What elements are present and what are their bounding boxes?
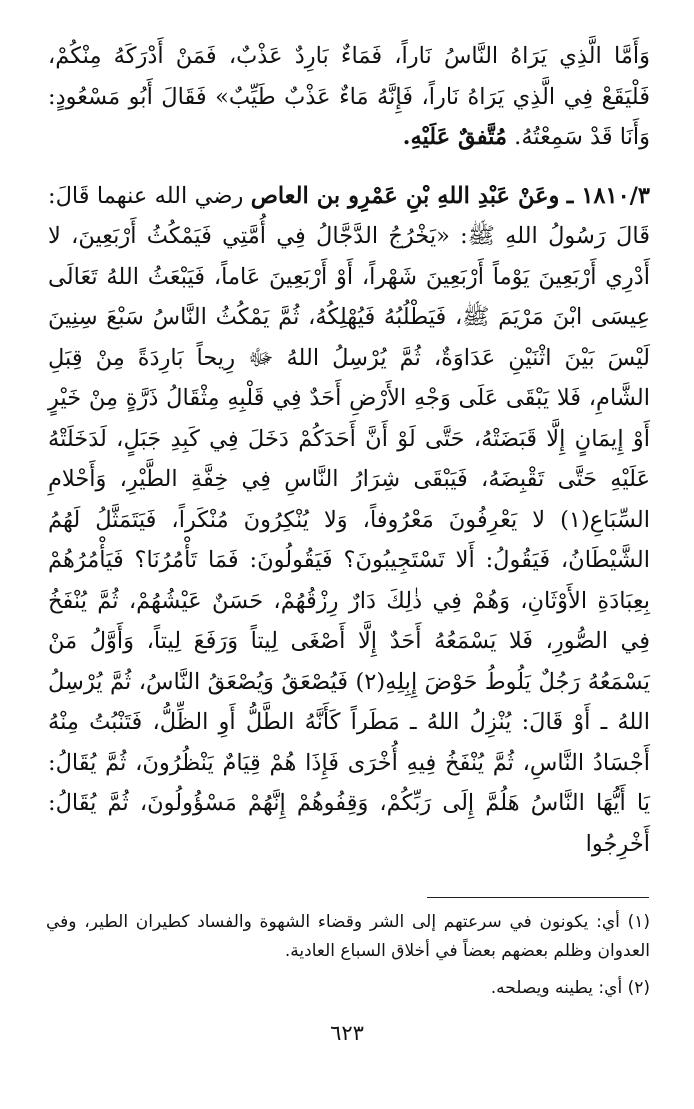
footnote-2: (٢) أي: يطينه ويصلحه.: [490, 978, 650, 998]
footnote-separator: [427, 897, 649, 898]
hadith-text: رضي الله عنهما قَالَ: قَالَ رَسُولُ اللهِ ﷺ: «يَخْرُجُ الدَّجَّالُ فِي أُمَّتِي فَيَمْكُثُ أَرْبَعِينَ، لا أَدْرِي أَرْبَعِينَ يَوْماً أَرْبَعِينَ شَهْراً، أَوْ أَرْبَعِينَ عَاماً، فَيَبْعَثُ اللهُ تَعَالَى عِيسَى ابْنَ مَرْيَمَ ﷺ، فَيَطْلُبُهُ فَيُهْلِكُهُ، ثُمَّ يَمْكُثُ النَّاسُ سَبْعَ سِنِينَ لَيْسَ بَيْنَ اثْنَيْنِ عَدَاوَةٌ، ثُمَّ يُرْسِلُ اللهُ ﷻ رِيحاً بَارِدَةً مِنْ قِبَلِ الشَّامِ، فَلا يَبْقَى عَلَى وَجْهِ الأَرْضِ أَحَدٌ فِي قَلْبِهِ مِثْقَالُ ذَرَّةٍ مِنْ خَيْرٍ أَوْ إِيمَانٍ إِلَّا قَبَضَتْهُ، حَتَّى لَوْ أَنَّ أَحَدَكُمْ دَخَلَ فِي كَبِدِ جَبَلٍ، لَدَخَلَتْهُ عَلَيْهِ حَتَّى تَقْبِضَهُ، فَيَبْقَى شِرَارُ النَّاسِ فِي خِفَّةِ الطَّيْرِ، وَأَحْلامِ السِّبَاعِ(١) لا يَعْرِفُونَ مَعْرُوفاً، وَلا يُنْكِرُونَ مُنْكَراً، فَيَتَمَثَّلُ لَهُمُ الشَّيْطَانُ، فَيَقُولُ: أَلا تَسْتَجِيبُونَ؟ فَيَقُولُونَ: فَمَا تَأْمُرُنَا؟ فَيَأْمُرُهُمْ بِعِبَادَةِ الأَوْثَانِ، وَهُمْ فِي ذٰلِكَ دَارٌ رِزْقُهُمْ، حَسَنٌ عَيْشُهُمْ، ثُمَّ يُنْفَخُ فِي الصُّورِ، فَلا يَسْمَعُهُ أَحَدٌ إِلَّا أَصْغَى لِيتاً وَرَفَعَ لِيتاً، وَأَوَّلُ مَنْ يَسْمَعُهُ رَجُلٌ يَلُوطُ حَوْضَ إِبِلِهِ(٢) فَيُصْعَقُ وَيُصْعَقُ النَّاسُ، ثُمَّ يُرْسِلُ اللهُ ـ أَوْ قَالَ: يُنْزِلُ اللهُ ـ مَطَراً كَأَنَّهُ الطَّلُّ أَوِ الظِّلُّ، فَتَنْبُتُ مِنْهُ أَجْسَادُ النَّاسِ، ثُمَّ يُنْفَخُ فِيهِ أُخْرَى فَإِذَا هُمْ قِيَامٌ يَنْظُرُونَ، ثُمَّ يُقَالُ: يَا أَيُّهَا النَّاسُ هَلُمَّ إِلَى رَبِّكُمْ، وَقِفُوهُمْ إِنَّهُمْ مَسْؤُولُونَ، ثُمَّ يُقَالُ: أَخْرِجُوا: [48, 182, 650, 857]
paragraph-gap: [48, 158, 650, 176]
hadith-number: ١٨١٠/٣ ـ: [566, 182, 650, 209]
agreed-upon-label: مُتَّفقٌ عَلَيْهِ.: [402, 124, 508, 150]
footnote-1: (١) أي: يكونون في سرعتهم إلى الشر وقضاء الشهوة والفساد كطيران الطير، وفي العدوان وظلم بعضهم بعضاً في أخلاق السباع العادية.: [46, 912, 650, 961]
page-number: ٦٢٣: [330, 1021, 364, 1045]
paragraph-continuation: [48, 36, 650, 158]
continuation-text: وَأَمَّا الَّذِي يَرَاهُ النَّاسُ نَاراً، فَمَاءٌ بَارِدٌ عَذْبٌ، فَمَنْ أَدْرَكَهُ مِنْكُمْ، فَلْيَقَعْ فِي الَّذِي يَرَاهُ نَاراً، فَإِنَّهُ مَاءٌ عَذْبٌ طَيِّبٌ» فَقَالَ أَبُو مَسْعُودٍ: وَأَنَا قَدْ سَمِعْتُهُ.: [48, 43, 650, 150]
main-text: [48, 36, 650, 864]
narrator-name: وعَنْ عَبْدِ اللهِ بْنِ عَمْرِو بن العاص: [250, 182, 560, 209]
paragraph-hadith: [48, 176, 650, 865]
footnotes: [46, 908, 650, 1011]
